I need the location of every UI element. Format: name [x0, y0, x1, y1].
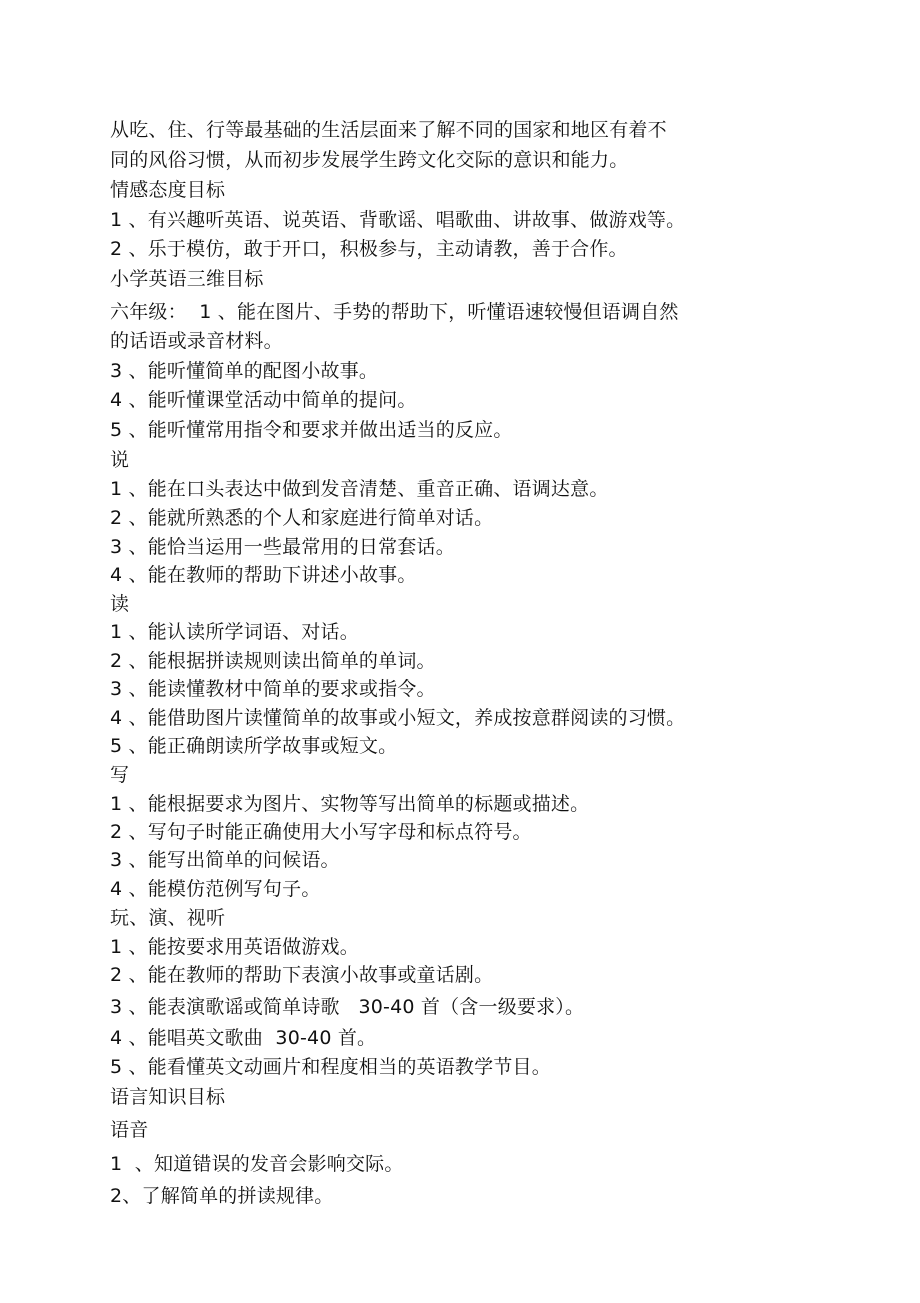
list-item: 2 、能根据拼读规则读出简单的单词。 [110, 650, 436, 672]
list-item: 2 、能在教师的帮助下表演小故事或童话剧。 [110, 964, 494, 986]
list-item: 六年级： 1 、能在图片、手势的帮助下，听懂语速较慢但语调自然 [110, 301, 679, 323]
list-item: 4 、能唱英文歌曲 30-40 首。 [110, 1027, 377, 1049]
section-heading: 写 [110, 764, 130, 786]
section-heading: 读 [110, 593, 130, 615]
list-item: 4 、能在教师的帮助下讲述小故事。 [110, 564, 417, 586]
list-item: 3 、能读懂教材中简单的要求或指令。 [110, 678, 436, 700]
text-line: 从吃、住、行等最基础的生活层面来了解不同的国家和地区有着不 [110, 119, 667, 141]
list-item: 1 、能按要求用英语做游戏。 [110, 936, 359, 958]
list-item: 4 、能听懂课堂活动中简单的提问。 [110, 389, 417, 411]
list-item: 2 、能就所熟悉的个人和家庭进行简单对话。 [110, 507, 494, 529]
section-heading: 玩、演、视听 [110, 907, 226, 929]
text-line: 同的风俗习惯，从而初步发展学生跨文化交际的意识和能力。 [110, 149, 629, 171]
list-item: 1 、能根据要求为图片、实物等写出简单的标题或描述。 [110, 793, 590, 815]
list-item: 2、了解简单的拼读规律。 [110, 1185, 334, 1207]
list-item: 4 、能模仿范例写句子。 [110, 878, 321, 900]
list-item: 3 、能恰当运用一些最常用的日常套话。 [110, 536, 455, 558]
section-heading: 情感态度目标 [110, 179, 226, 201]
list-item: 5 、能看懂英文动画片和程度相当的英语教学节目。 [110, 1056, 551, 1078]
section-heading: 说 [110, 449, 130, 471]
list-item: 5 、能听懂常用指令和要求并做出适当的反应。 [110, 419, 513, 441]
list-item: 2 、写句子时能正确使用大小写字母和标点符号。 [110, 821, 532, 843]
list-item: 3 、能表演歌谣或简单诗歌 30-40 首（含一级要求）。 [110, 996, 585, 1018]
list-item: 1 、知道错误的发音会影响交际。 [110, 1153, 404, 1175]
list-item: 2 、乐于模仿，敢于开口，积极参与，主动请教，善于合作。 [110, 238, 628, 260]
text-line: 的话语或录音材料。 [110, 330, 283, 352]
list-item: 1 、能认读所学词语、对话。 [110, 621, 359, 643]
list-item: 3 、能写出简单的问候语。 [110, 849, 340, 871]
list-item: 1 、有兴趣听英语、说英语、背歌谣、唱歌曲、讲故事、做游戏等。 [110, 209, 686, 231]
section-heading: 小学英语三维目标 [110, 268, 264, 290]
list-item: 5 、能正确朗读所学故事或短文。 [110, 735, 398, 757]
section-heading: 语言知识目标 [110, 1086, 226, 1108]
list-item: 4 、能借助图片读懂简单的故事或小短文，养成按意群阅读的习惯。 [110, 707, 686, 729]
section-heading: 语音 [110, 1119, 149, 1141]
list-item: 3 、能听懂简单的配图小故事。 [110, 360, 379, 382]
list-item: 1 、能在口头表达中做到发音清楚、重音正确、语调达意。 [110, 478, 609, 500]
